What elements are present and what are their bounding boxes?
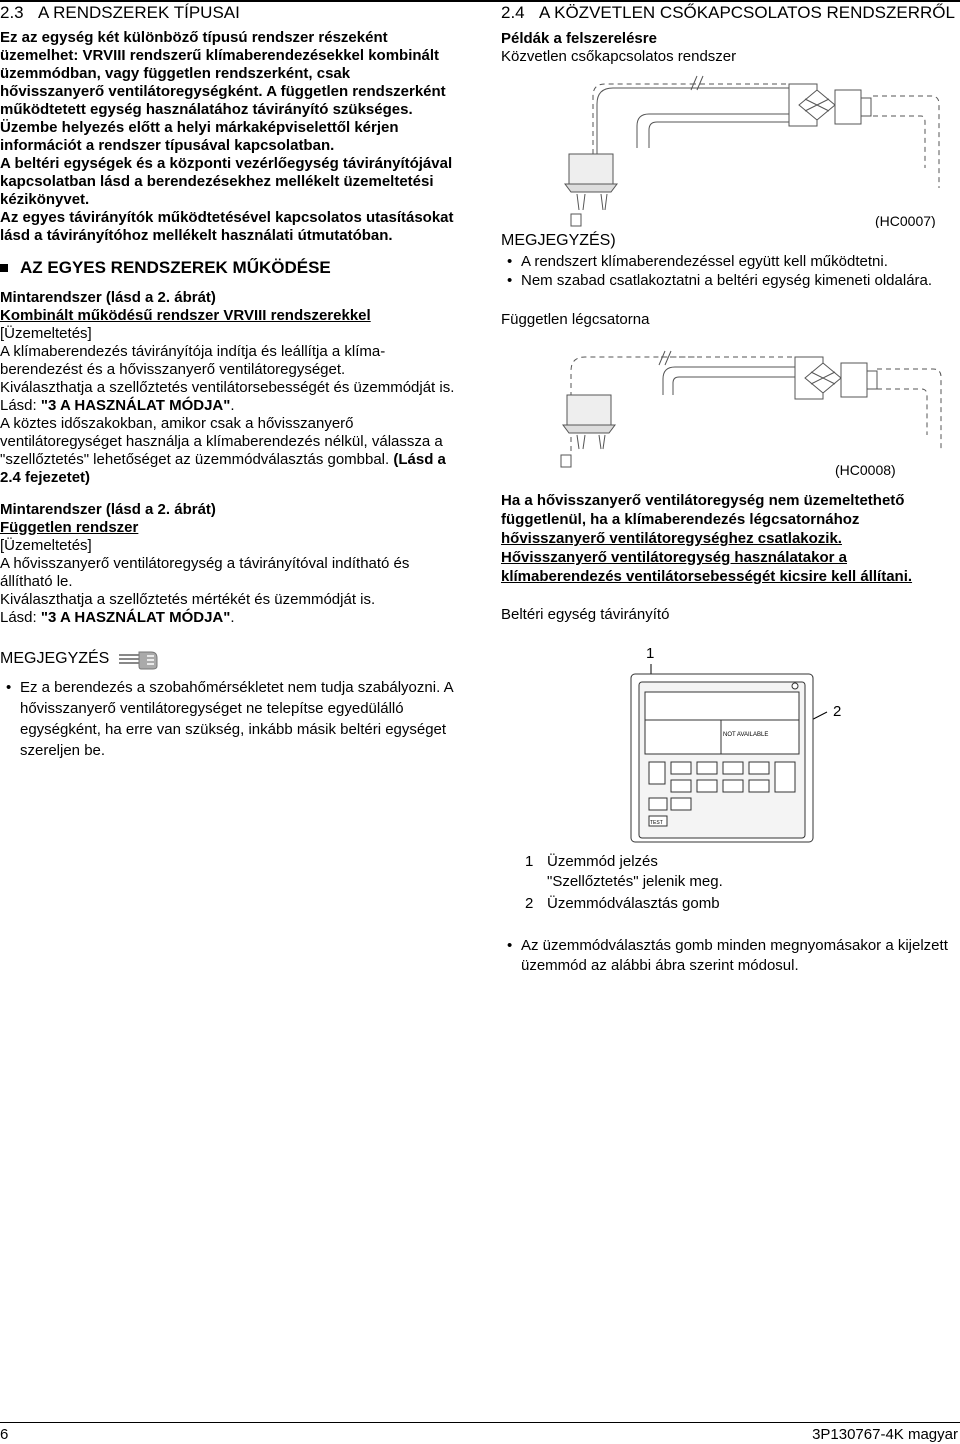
example-2-text-1: A hővisszanyerő ventilátoregység a távirányítóval indítható és állítható le. — [0, 555, 410, 590]
bullet-dot: • — [507, 272, 513, 289]
page-footer — [0, 1422, 960, 1444]
final-bullet — [501, 936, 960, 976]
independent-duct-diagram — [501, 331, 960, 481]
remote-label: Beltéri egység távirányító — [501, 606, 670, 623]
example-2-text-2: Kiválaszthatja a szellőztetés mértékét és üzemmódját is. — [0, 591, 376, 608]
example-2-operation: [Üzemeltetés] — [0, 537, 92, 554]
final-bullet-text: Az üzemmódválasztás gomb minden megnyomásakor a kijelzett üzemmód az alábbi ábra szerint módosul. — [521, 937, 948, 974]
callout-2: 2 — [833, 703, 842, 720]
subsection-heading — [0, 257, 455, 279]
note-bullet-2-text: Nem szabad csatlakoztatni a beltéri egység kimeneti oldalára. — [521, 272, 933, 289]
pointing-hand-icon — [117, 647, 163, 671]
intro-paragraph-3: A beltéri egységek és a központi vezérlőegység távirányítójával kapcsolatban lásd a berendezésekhez mellékelt üzemeltetési kézikönyvet. — [0, 155, 453, 208]
direct-system-label: Közvetlen csőkapcsolatos rendszer — [501, 48, 737, 65]
warning-text-1: Ha a hővisszanyerő ventilátoregység nem üzemeltethető függetlenül, ha a klímaberendezés légcsatornához — [501, 492, 905, 528]
note-bullet-2 — [501, 271, 960, 291]
subsection-title: AZ EGYES RENDSZEREK MŰKÖDÉSE — [20, 258, 331, 277]
example-1-text-3: A köztes időszakokban, amikor csak a hővisszanyerő ventilátoregységet használja a klímaberendezés nélkül, válassza a "szellőztetés" lehetőséget az üzemmódválasztás gombbal. (Lásd a 2.4 fejezetet) — [0, 415, 446, 486]
bullet-dot: • — [507, 253, 513, 270]
example-2-label: Mintarendszer (lásd a 2. ábrát) — [0, 501, 216, 518]
legend-text: Üzemmód jelzés "Szellőztetés" jelenik meg. — [547, 853, 723, 890]
page-number: 6 — [0, 1426, 9, 1443]
figure-1-code: (HC0007) — [875, 213, 936, 228]
example-1-operation: [Üzemeltetés] — [0, 325, 92, 342]
figure-2-code: (HC0008) — [835, 462, 896, 478]
legend-item-1 — [501, 852, 960, 892]
legend-item-2 — [501, 894, 960, 914]
intro-paragraph-4: Az egyes távirányítók működtetésével kapcsolatos utasításokat lásd a távirányítóhoz mellékelt használati útmutatóban. — [0, 209, 454, 244]
legend-num: 1 — [525, 853, 534, 870]
section-heading-2-4 — [501, 2, 960, 24]
section-number: 2.3 — [0, 3, 24, 22]
note-bullet — [0, 677, 455, 761]
example-2-title: Független rendszer — [0, 519, 139, 536]
legend-text: Üzemmódválasztás gomb — [547, 895, 720, 912]
warning-text-3: Hővisszanyerő ventilátoregység használatakor a klímaberendezés ventilátorsebességét kicsire kell állítani. — [501, 549, 913, 585]
bullet-dot: • — [6, 679, 12, 696]
note-bullet-1-text: A rendszert klímaberendezéssel együtt kell működtetni. — [521, 253, 888, 270]
note-heading — [0, 647, 455, 671]
section-number: 2.4 — [501, 3, 525, 22]
left-column — [0, 0, 455, 761]
section-heading-2-3 — [0, 2, 455, 24]
example-1-reference: Lásd: "3 A HASZNÁLAT MÓDJA". — [0, 397, 235, 414]
example-1-text-2: Kiválaszthatja a szellőztetés ventilátorsebességét és üzemmódját is. — [0, 379, 455, 396]
intro-paragraph-1: Ez az egység két különböző típusú rendszer részeként üzemelhet: VRVIII rendszerű klímaberendezésekkel kombinált üzemmódban, vagy független rendszerként, csak hővisszanyerő ventilátoregységként. A független rendszerként működtetett egység használatához távirányító szükséges. — [0, 29, 446, 118]
example-1-text-1: A klímaberendezés távirányítója indítja és leállítja a klíma-berendezést és a hővisszanyerő ventilátoregységet. — [0, 343, 386, 378]
note-title: MEGJEGYZÉS — [0, 650, 110, 667]
example-1-title: Kombinált működésű rendszer VRVIII rendszerekkel — [0, 307, 371, 324]
section-title: A KÖZVETLEN CSŐKAPCSOLATOS RENDSZERRŐL — [539, 3, 955, 22]
not-available-label: NOT AVAILABLE — [723, 732, 769, 738]
remote-controller-diagram — [501, 634, 960, 844]
square-bullet-icon — [0, 264, 8, 272]
test-label: TEST — [650, 820, 663, 826]
callout-1: 1 — [646, 645, 655, 662]
document-id: 3P130767-4K magyar — [812, 1426, 958, 1443]
intro-paragraph-2: Üzembe helyezés előtt a helyi márkaképviselettől kérjen információt a rendszer típusával kapcsolatban. — [0, 119, 399, 154]
section-title: A RENDSZEREK TÍPUSAI — [38, 3, 240, 22]
right-column — [501, 0, 960, 976]
note-bullet-1 — [501, 253, 960, 271]
warning-text-2: hővisszanyerő ventilátoregységhez csatlakozik. — [501, 530, 842, 547]
direct-duct-diagram — [501, 68, 960, 228]
note-heading-right: MEGJEGYZÉS) — [501, 232, 616, 249]
footer-rule — [0, 1422, 960, 1423]
example-1-label: Mintarendszer (lásd a 2. ábrát) — [0, 289, 216, 306]
legend-num: 2 — [525, 895, 534, 912]
independent-duct-label: Független légcsatorna — [501, 311, 650, 328]
examples-title: Példák a felszerelésre — [501, 30, 657, 47]
example-2-reference: Lásd: "3 A HASZNÁLAT MÓDJA". — [0, 609, 235, 626]
note-bullet-text: Ez a berendezés a szobahőmérsékletet nem tudja szabályozni. A hővisszanyerő ventilátoregységet ne telepítse egyedülálló egységként, ha erre van szükség, inkább másik beltéri egységet szereljen be. — [20, 679, 453, 759]
bullet-dot: • — [507, 937, 513, 954]
